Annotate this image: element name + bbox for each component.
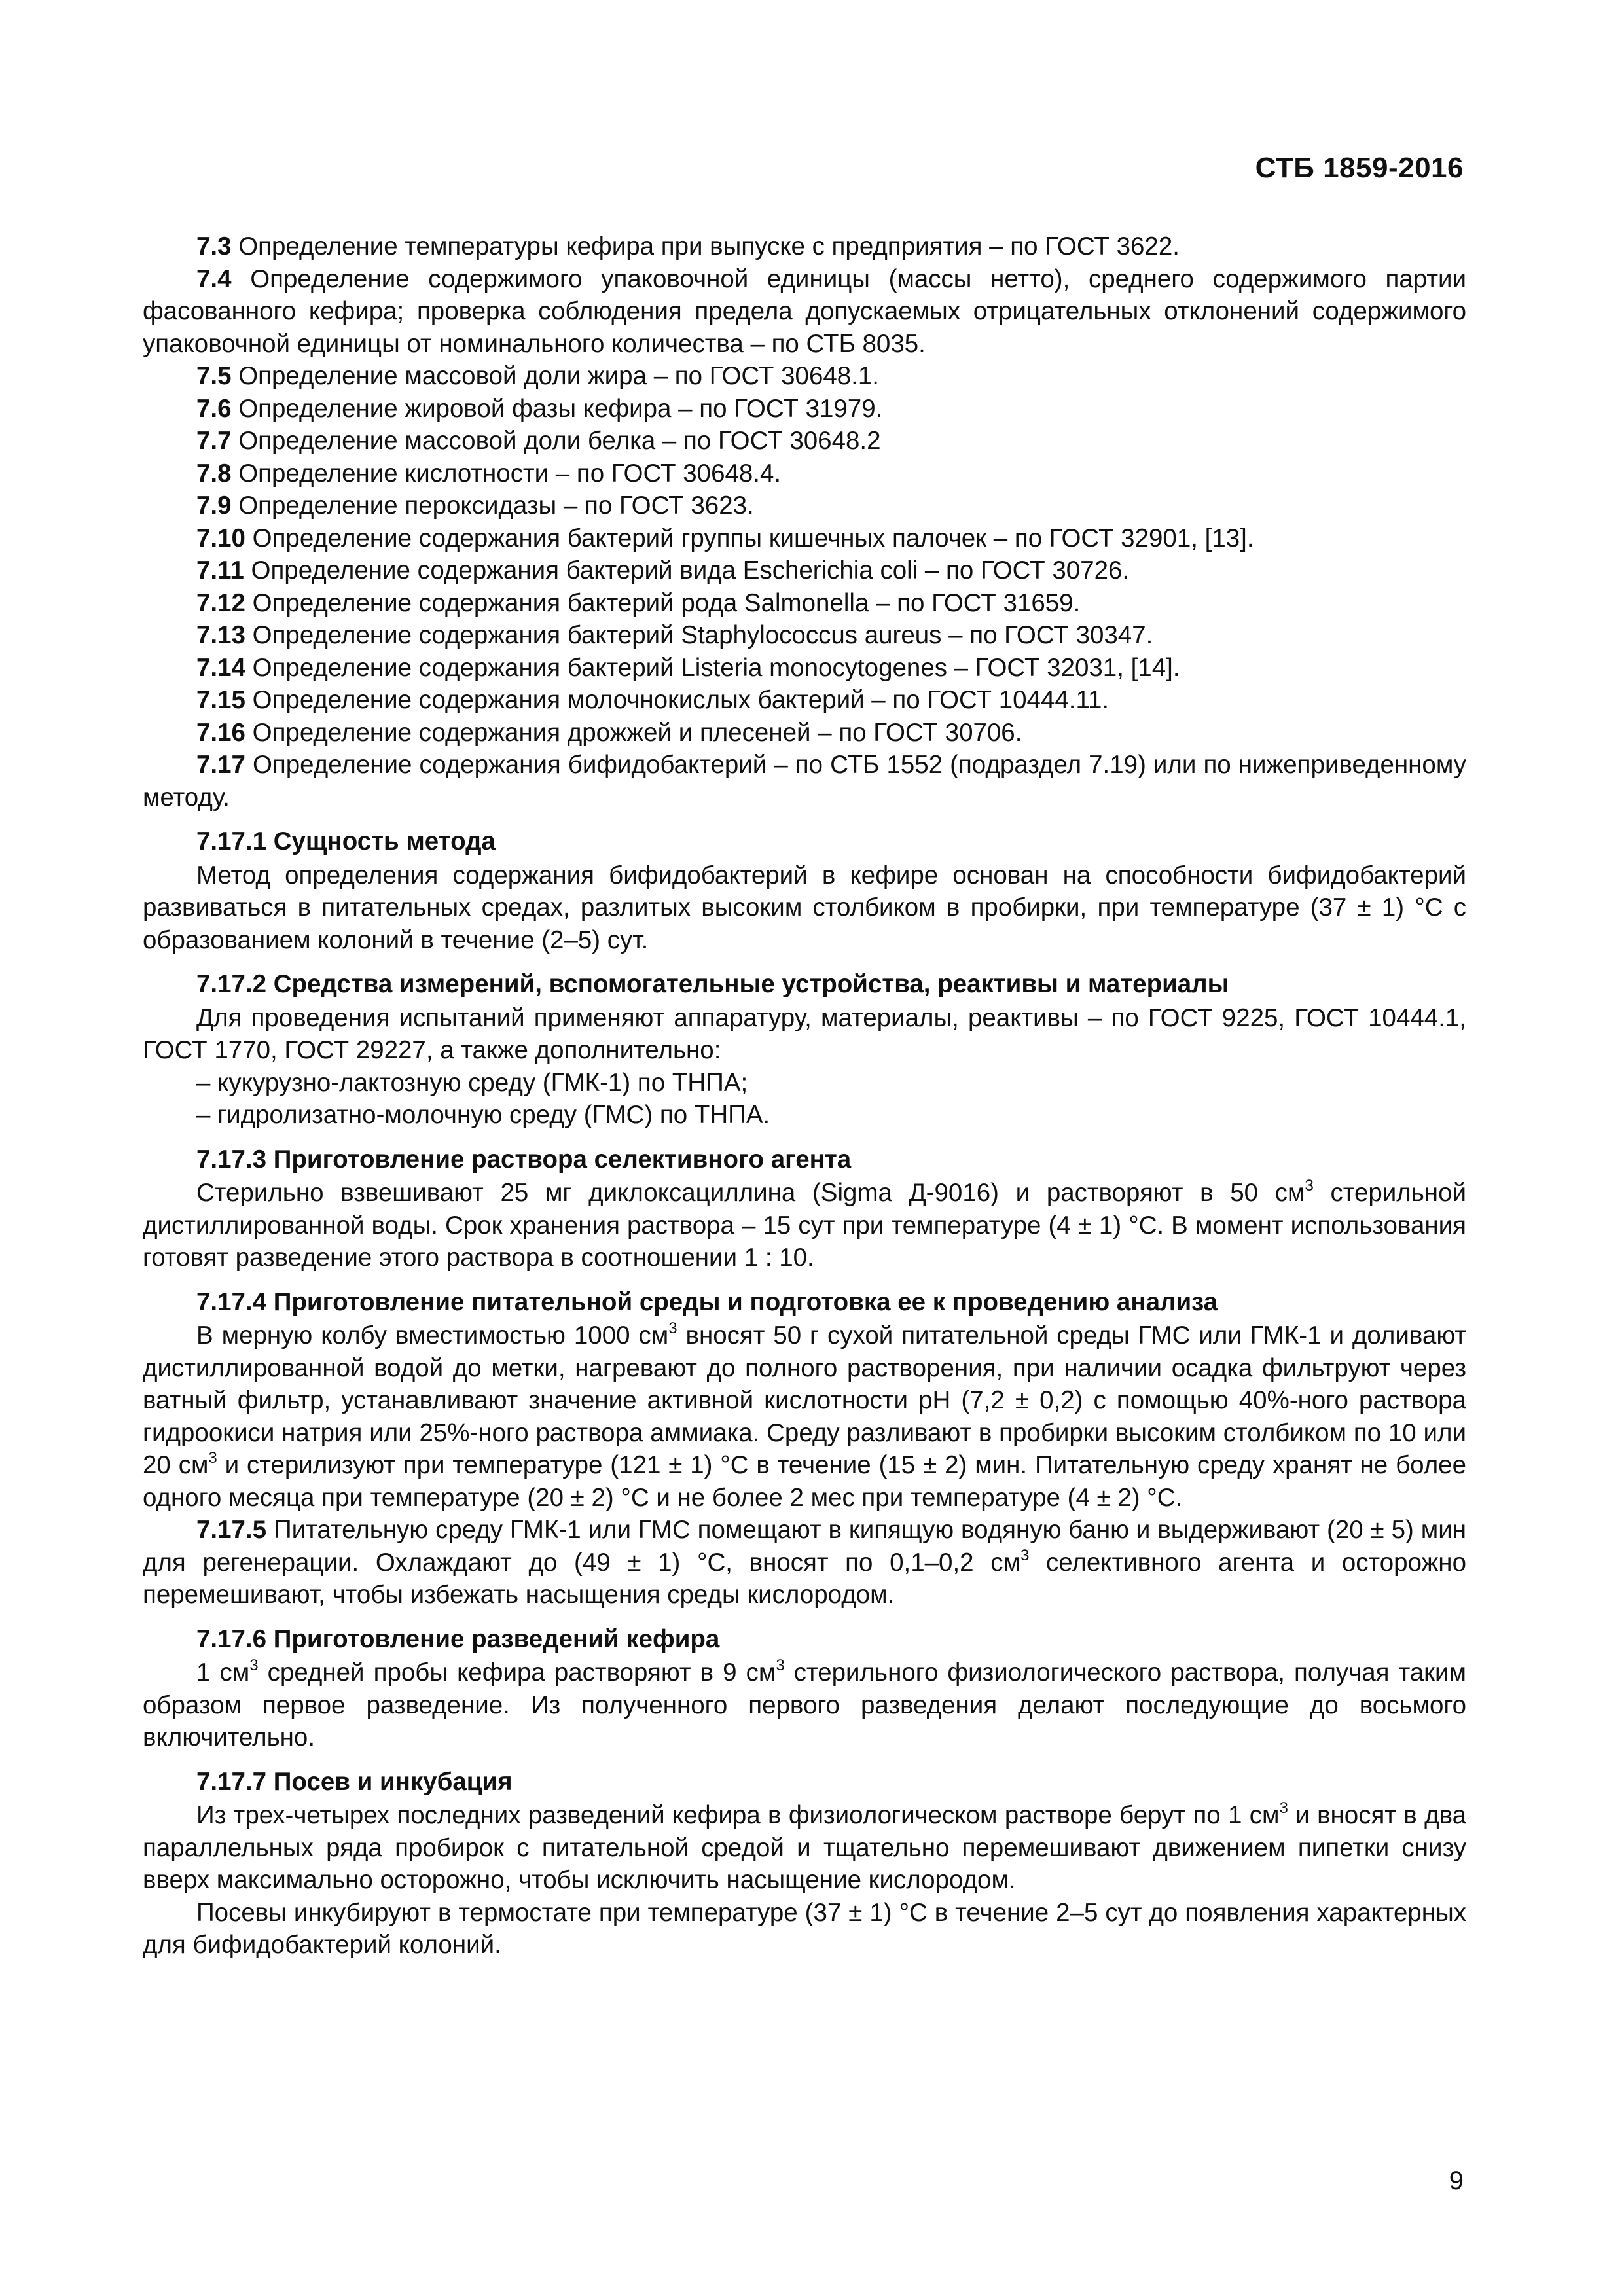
clause-7-17 bbox=[143, 749, 1466, 814]
clause-text: Определение массовой доли жира – по ГОСТ 30648.1. bbox=[231, 362, 879, 390]
clause-7-9 bbox=[143, 490, 1466, 522]
clause-7-11 bbox=[143, 554, 1466, 587]
clause-text: Определение содержания молочнокислых бактерий – по ГОСТ 10444.11. bbox=[245, 686, 1110, 714]
clause-number: 7.6 bbox=[196, 394, 232, 423]
clause-text: Определение содержания бифидобактерий – по СТБ 1552 (подраздел 7.19) или по нижеприведенному методу. bbox=[143, 751, 1466, 812]
superscript: 3 bbox=[668, 1319, 677, 1337]
text-run: Из трех-четырех последних разведений кефира в физиологическом растворе берут по 1 см bbox=[196, 1801, 1280, 1829]
section-body-7-17-7-incubation: Посевы инкубируют в термостате при температуре (37 ± 1) °С в течение 2–5 сут до появления характерных для бифидобактерий колоний. bbox=[143, 1898, 1466, 1959]
section-body-7-17-2: Для проведения испытаний применяют аппаратуру, материалы, реактивы – по ГОСТ 9225, ГОСТ 10444.1, ГОСТ 1770, ГОСТ 29227, а также дополнительно: bbox=[143, 1003, 1466, 1064]
clause-text: Определение содержания бактерий Staphylococcus aureus – по ГОСТ 30347. bbox=[245, 621, 1153, 649]
clause-text: Определение пероксидазы – по ГОСТ 3623. bbox=[231, 492, 754, 520]
clause-number: 7.14 bbox=[196, 653, 245, 682]
superscript: 3 bbox=[1305, 1177, 1314, 1194]
clause-number: 7.16 bbox=[196, 718, 245, 747]
section-body-7-17-6 bbox=[143, 1657, 1466, 1754]
clause-7-14 bbox=[143, 652, 1466, 685]
clause-number: 7.17 bbox=[196, 751, 245, 779]
text-run: средней пробы кефира растворяют в 9 см bbox=[258, 1659, 776, 1687]
clause-text: Определение содержания бактерий рода Salmonella – по ГОСТ 31659. bbox=[245, 588, 1081, 617]
clause-number: 7.4 bbox=[196, 264, 232, 293]
clause-number: 7.5 bbox=[196, 362, 232, 390]
clause-text: Определение содержания бактерий группы кишечных палочек – по ГОСТ 32901, [13]. bbox=[245, 524, 1254, 552]
clause-number: 7.12 bbox=[196, 588, 245, 617]
clause-number: 7.3 bbox=[196, 232, 232, 260]
clause-7-3 bbox=[143, 230, 1466, 263]
superscript: 3 bbox=[1020, 1546, 1030, 1564]
text-run: Питательную среду ГМК-1 или ГМС помещают в кипящую водяную баню и выдерживают (20 ± 5) мин для регенерации. Охлаждают до (49 ± 1) °С, вносят по 0,1–0,2 см bbox=[143, 1516, 1466, 1577]
clause-7-15 bbox=[143, 684, 1466, 717]
document-code: СТБ 1859-2016 bbox=[1255, 152, 1464, 184]
text-run: и стерилизуют при температуре (121 ± 1) °С в течение (15 ± 2) мин. Питательную среду хранят не более одного месяца при температуре (20 ± 2) °С и не более 2 мес при температуре (4 ± 2) °С. bbox=[143, 1451, 1466, 1512]
section-body-7-17-7 bbox=[143, 1799, 1466, 1897]
clause-7-4 bbox=[143, 263, 1466, 361]
clause-text: Определение температуры кефира при выпуске с предприятия – по ГОСТ 3622. bbox=[231, 232, 1180, 260]
superscript: 3 bbox=[249, 1657, 259, 1674]
clause-7-6 bbox=[143, 393, 1466, 425]
clause-number: 7.17.5 bbox=[196, 1516, 267, 1544]
list-item: – гидролизатно-молочную среду (ГМС) по ТНПА. bbox=[196, 1101, 770, 1129]
clause-text: Определение содержимого упаковочной единицы (массы нетто), среднего содержимого партии фасованного кефира; проверка соблюдения предела допускаемых отрицательных отклонений содержимого упаковочной единицы от номинального количества – по СТБ 8035. bbox=[143, 264, 1466, 358]
text-run: селективного агента и осторожно перемешивают, чтобы избежать насыщения среды кислородом. bbox=[143, 1548, 1466, 1609]
clause-text: Определение содержания бактерий Listeria monocytogenes – ГОСТ 32031, [14]. bbox=[245, 653, 1180, 682]
section-heading-7-17-4: 7.17.4 Приготовление питательной среды и подготовка ее к проведению анализа bbox=[196, 1287, 1218, 1316]
document-body bbox=[143, 230, 1466, 1962]
text-run: стерильного физиологического раствора, получая таким образом первое разведение. Из полученного первого разведения делают последующие до восьмого включительно. bbox=[143, 1659, 1466, 1751]
clause-number: 7.13 bbox=[196, 621, 245, 649]
superscript: 3 bbox=[1279, 1799, 1288, 1817]
clause-7-17-5 bbox=[143, 1514, 1466, 1611]
section-heading-7-17-3: 7.17.3 Приготовление раствора селективного агента bbox=[196, 1145, 852, 1174]
clause-text: Определение кислотности – по ГОСТ 30648.4. bbox=[231, 459, 782, 488]
clause-text: Определение жировой фазы кефира – по ГОСТ 31979. bbox=[231, 394, 883, 423]
text-run: вносят 50 г сухой питательной среды ГМС или ГМК-1 и доливают дистиллированной водой до метки, нагревают до полного растворения, при наличии осадка фильтруют через ватный фильтр, устанавливают значение активной кислотности pH (7,2 ± 0,2) с помощью 40%-ного раствора гидроокиси натрия или 25%-ного раствора аммиака. Среду разливают в пробирки высоким столбиком по 10 или 20 см bbox=[143, 1321, 1466, 1479]
text-run: стерильной дистиллированной воды. Срок хранения раствора – 15 сут при температуре (4 ± 1) °С. В момент использования готовят разведение этого раствора в соотношении 1 : 10. bbox=[143, 1179, 1466, 1272]
clause-7-10 bbox=[143, 522, 1466, 555]
superscript: 3 bbox=[208, 1449, 217, 1467]
clause-number: 7.8 bbox=[196, 459, 232, 488]
clause-7-7 bbox=[143, 425, 1466, 457]
clause-text: Определение массовой доли белка – по ГОСТ 30648.2 bbox=[231, 427, 881, 455]
text-run: и вносят в два параллельных ряда пробирок с питательной средой и тщательно перемешивают движением пипетки снизу вверх максимально осторожно, чтобы исключить насыщение кислородом. bbox=[143, 1801, 1467, 1894]
clause-7-8 bbox=[143, 457, 1466, 490]
text-run: Стерильно взвешивают 25 мг диклоксациллина (Sigma Д-9016) и растворяют в 50 см bbox=[196, 1179, 1305, 1207]
clause-number: 7.9 bbox=[196, 492, 232, 520]
section-body-7-17-4 bbox=[143, 1319, 1466, 1514]
section-heading-7-17-2: 7.17.2 Средства измерений, вспомогательные устройства, реактивы и материалы bbox=[196, 970, 1229, 998]
section-heading-7-17-7: 7.17.7 Посев и инкубация bbox=[196, 1767, 513, 1796]
text-run: В мерную колбу вместимостью 1000 см bbox=[196, 1321, 669, 1350]
section-body-7-17-3 bbox=[143, 1177, 1466, 1274]
page-number: 9 bbox=[1449, 2166, 1464, 2195]
clause-7-13 bbox=[143, 619, 1466, 652]
clause-number: 7.11 bbox=[196, 556, 244, 584]
clause-7-5 bbox=[143, 360, 1466, 393]
section-body-7-17-1: Метод определения содержания бифидобактерий в кефире основан на способности бифидобактерий развиваться в питательных средах, разлитых высоким столбиком в пробирки, при температуре (37 ± 1) °С с образованием колоний в течение (2–5) сут. bbox=[143, 861, 1466, 954]
clause-7-16 bbox=[143, 717, 1466, 749]
superscript: 3 bbox=[776, 1657, 785, 1674]
clause-text: Определение содержания дрожжей и плесеней – по ГОСТ 30706. bbox=[245, 718, 1022, 747]
clause-7-12 bbox=[143, 587, 1466, 620]
section-heading-7-17-6: 7.17.6 Приготовление разведений кефира bbox=[196, 1624, 720, 1653]
list-item: – кукурузно-лактозную среду (ГМК-1) по ТНПА; bbox=[196, 1068, 748, 1097]
text-run: 1 см bbox=[196, 1659, 250, 1687]
clause-number: 7.10 bbox=[196, 524, 245, 552]
clause-number: 7.15 bbox=[196, 686, 245, 714]
clause-number: 7.7 bbox=[196, 427, 232, 455]
clause-text: Определение содержания бактерий вида Escherichia coli – по ГОСТ 30726. bbox=[244, 556, 1130, 584]
section-heading-7-17-1: 7.17.1 Сущность метода bbox=[196, 827, 496, 855]
